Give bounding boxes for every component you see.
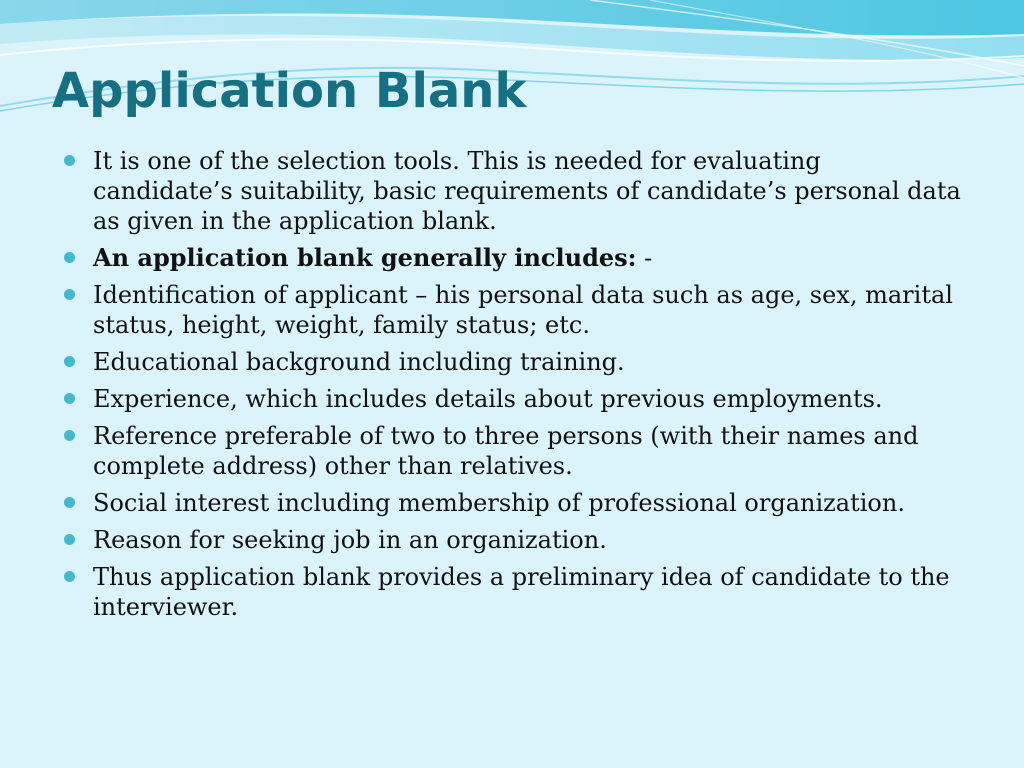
bullet-text: Reason for seeking job in an organization. bbox=[93, 526, 607, 554]
bullet-item-reference bbox=[64, 421, 964, 481]
bullet-icon bbox=[64, 571, 75, 582]
bullet-text: Reference preferable of two to three persons (with their names and complete address) other than relatives. bbox=[93, 422, 919, 480]
bullet-text: It is one of the selection tools. This is needed for evaluating candidate’s suitability, basic requirements of candidate’s personal data as given in the application blank. bbox=[93, 147, 961, 235]
bullet-item-education bbox=[64, 347, 964, 377]
bullet-icon bbox=[64, 289, 75, 300]
bullet-item-experience bbox=[64, 384, 964, 414]
bullet-text: Experience, which includes details about previous employments. bbox=[93, 385, 883, 413]
bullet-list bbox=[64, 146, 964, 629]
slide-title: Application Blank bbox=[52, 63, 527, 119]
bullet-item-includes-heading bbox=[64, 243, 964, 273]
bullet-icon bbox=[64, 155, 75, 166]
bullet-item-selection-tool bbox=[64, 146, 964, 236]
bullet-text: Social interest including membership of professional organization. bbox=[93, 489, 905, 517]
bullet-item-reason bbox=[64, 525, 964, 555]
bullet-heading-text: An application blank generally includes: bbox=[93, 243, 637, 272]
bullet-icon bbox=[64, 534, 75, 545]
bullet-icon bbox=[64, 252, 75, 263]
bullet-icon bbox=[64, 497, 75, 508]
bullet-icon bbox=[64, 393, 75, 404]
bullet-item-summary bbox=[64, 562, 964, 622]
bullet-suffix: - bbox=[636, 244, 653, 272]
bullet-text: Thus application blank provides a preliminary idea of candidate to the interviewer. bbox=[93, 563, 950, 621]
bullet-icon bbox=[64, 356, 75, 367]
bullet-text: Educational background including training. bbox=[93, 348, 625, 376]
bullet-item-identification bbox=[64, 280, 964, 340]
bullet-text: Identification of applicant – his personal data such as age, sex, marital status, height, weight, family status; etc. bbox=[93, 281, 953, 339]
bullet-item-social-interest bbox=[64, 488, 964, 518]
bullet-icon bbox=[64, 430, 75, 441]
